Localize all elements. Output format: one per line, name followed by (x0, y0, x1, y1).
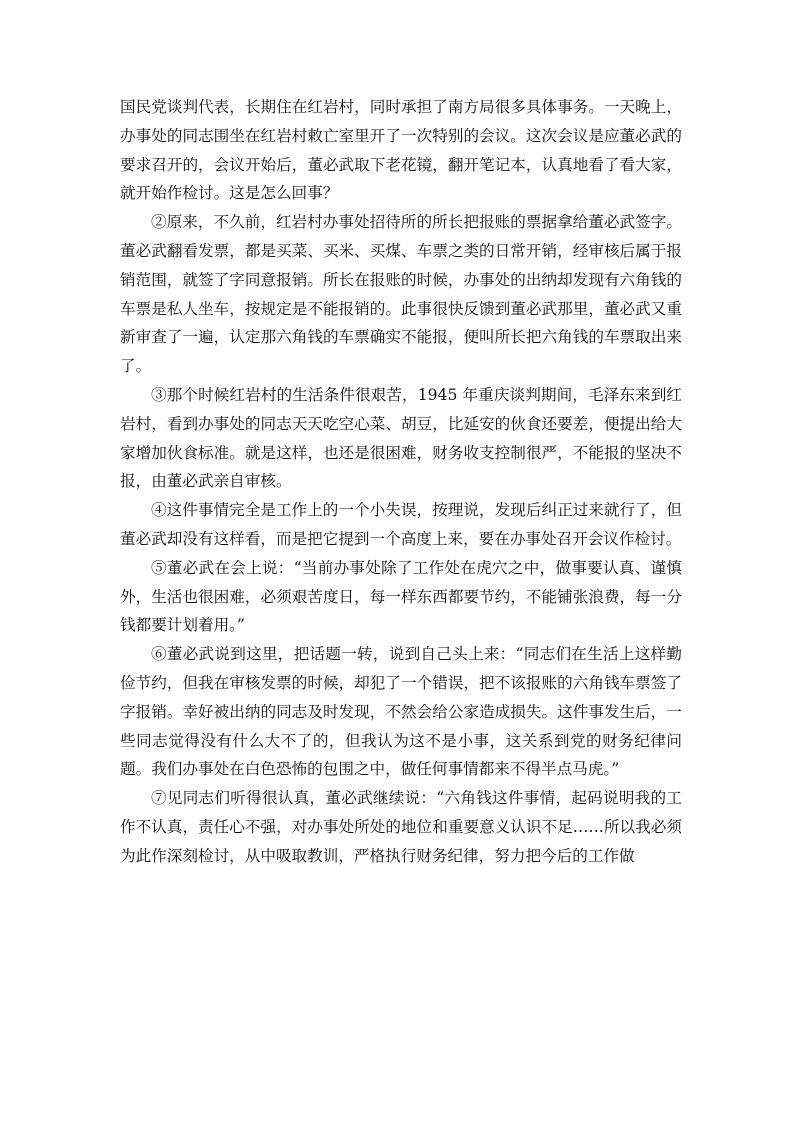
paragraph-4: ④这件事情完全是工作上的一个小失误，按理说，发现后纠正过来就行了，但董必武却没有这样看，而是把它提到一个高度上来，要在办事处召开会议作检讨。 (120, 501, 682, 548)
paragraph-3: ③那个时候红岩村的生活条件很艰苦，1945 年重庆谈判期间，毛泽东来到红岩村，看到办事处的同志天天吃空心菜、胡豆，比延安的伙食还要差，便提出给大家增加伙食标准。就是这样，也还是很困难，财务收支控制很严，不能报的坚决不报，由董必武亲自审核。 (120, 385, 682, 491)
paragraph-7: ⑦见同志们听得很认真，董必武继续说：“六角钱这件事情，起码说明我的工作不认真，责任心不强，对办事处所处的地位和重要意义认识不足……所以我必须为此作深刻检讨，从中吸取教训，严格执行财务纪律，努力把今后的工作做 (120, 789, 682, 865)
document-body (120, 93, 682, 871)
paragraph-6: ⑥董必武说到这里，把话题一转，说到自己头上来：“同志们在生活上这样勤俭节约，但我在审核发票的时候，却犯了一个错误，把不该报账的六角钱车票签了字报销。幸好被出纳的同志及时发现，不然会给公家造成损失。这件事发生后，一些同志觉得没有什么大不了的，但我认为这不是小事，这关系到党的财务纪律问题。我们办事处在白色恐怖的包围之中，做任何事情都来不得半点马虎。” (120, 645, 682, 779)
paragraph-continued: 国民党谈判代表，长期住在红岩村，同时承担了南方局很多具体事务。一天晚上，办事处的同志围坐在红岩村敕亡室里开了一次特别的会议。这次会议是应董必武的要求召开的，会议开始后，董必武取下老花镜，翻开笔记本，认真地看了看大家，就开始作检讨。这是怎么回事？ (120, 98, 682, 203)
paragraph-2: ②原来，不久前，红岩村办事处招待所的所长把报账的票据拿给董必武签字。董必武翻看发票，都是买菜、买米、买煤、车票之类的日常开销，经审核后属于报销范围，就签了字同意报销。所长在报账的时候，办事处的出纳却发现有六角钱的车票是私人坐车，按规定是不能报销的。此事很快反馈到董必武那里，董必武又重新审查了一遍，认定那六角钱的车票确实不能报，便叫所长把六角钱的车票取出来了。 (120, 213, 682, 376)
paragraph-5: ⑤董必武在会上说：“当前办事处除了工作处在虎穴之中，做事要认真、谨慎外，生活也很困难，必须艰苦度日，每一样东西都要节约，不能铺张浪费，每一分钱都要计划着用。” (120, 558, 682, 635)
